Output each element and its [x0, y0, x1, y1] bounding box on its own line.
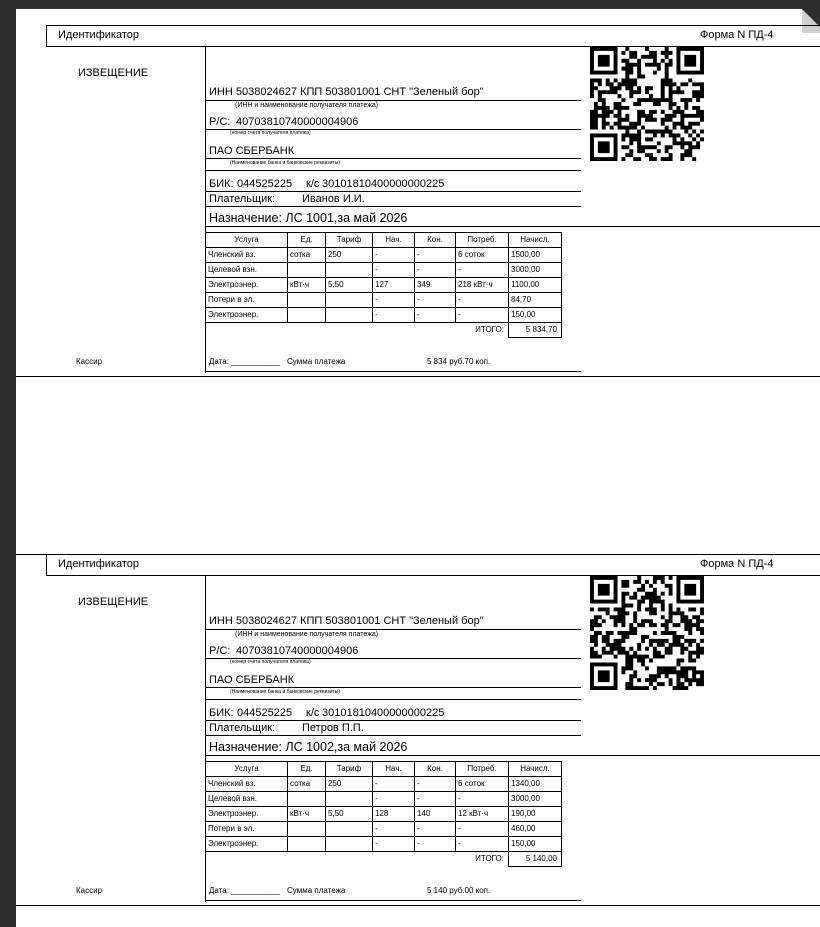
table-cell: -: [415, 263, 456, 278]
table-cell: 140: [415, 807, 456, 822]
table-cell: Целевой взн.: [206, 792, 288, 807]
bank-caption: (Наименование банка и банковские реквизиты): [230, 689, 341, 695]
table-cell: -: [415, 792, 456, 807]
bik-value: 044525225: [237, 707, 293, 719]
recipient-inn: ИНН 5038024627 КПП 503801001 СНТ "Зеленый бор": [209, 86, 484, 98]
qr-modules: [590, 47, 704, 161]
qr-code: [590, 47, 704, 161]
bank-name: ПАО СБЕРБАНК: [209, 145, 295, 157]
column-header: Нач.: [373, 233, 415, 248]
table-row: [206, 792, 562, 807]
services-table: [205, 232, 562, 338]
table-cell: 250: [326, 777, 373, 792]
account-prefix: Р/С:: [209, 645, 231, 657]
services-table: [205, 761, 562, 867]
account-caption: (номер счета получателя платежа): [230, 130, 311, 136]
table-cell: [326, 263, 373, 278]
column-header: Тариф: [326, 762, 373, 777]
bik-prefix: БИК:: [209, 178, 234, 190]
table-row: [206, 807, 562, 822]
column-header: Услуга: [206, 233, 288, 248]
table-cell: 6 соток: [456, 777, 509, 792]
date-label: Дата: ___________: [209, 886, 281, 895]
sum-value: 5 834 руб.70 коп.: [427, 357, 491, 366]
table-cell: Целевой взн.: [206, 263, 288, 278]
bank-name: ПАО СБЕРБАНК: [209, 674, 295, 686]
table-cell: -: [373, 822, 415, 837]
document-page: [16, 9, 820, 927]
table-cell: -: [415, 308, 456, 323]
table-cell: -: [415, 293, 456, 308]
table-cell: 150,00: [509, 308, 562, 323]
column-header: Кон.: [415, 233, 456, 248]
recipient-inn: ИНН 5038024627 КПП 503801001 СНТ "Зеленый бор": [209, 615, 484, 627]
table-cell: [288, 792, 326, 807]
table-header-row: [206, 233, 562, 248]
table-cell: 250: [326, 248, 373, 263]
table-cell: [326, 837, 373, 852]
table-row: [206, 263, 562, 278]
table-cell: Электроэнер.: [206, 837, 288, 852]
table-cell: Членский вз.: [206, 777, 288, 792]
column-header: Тариф: [326, 233, 373, 248]
table-cell: Членский вз.: [206, 248, 288, 263]
table-cell: -: [456, 837, 509, 852]
table-cell: -: [373, 263, 415, 278]
table-cell: 1500,00: [509, 248, 562, 263]
recipient-account: 40703810740000004906: [236, 645, 359, 657]
table-row: [206, 308, 562, 323]
table-cell: -: [456, 792, 509, 807]
table-cell: -: [456, 263, 509, 278]
table-cell: -: [373, 248, 415, 263]
table-cell: Потери в эл.: [206, 822, 288, 837]
inn-caption: (ИНН и наименование получателя платежа): [235, 631, 379, 638]
column-header: Потреб.: [456, 233, 509, 248]
table-cell: -: [373, 792, 415, 807]
table-cell: -: [456, 308, 509, 323]
table-cell: -: [373, 777, 415, 792]
table-cell: [326, 293, 373, 308]
table-cell: -: [373, 293, 415, 308]
table-cell: сотка: [288, 248, 326, 263]
table-cell: 1100,00: [509, 278, 562, 293]
table-cell: 150,00: [509, 837, 562, 852]
sum-label: Сумма платежа: [287, 357, 346, 366]
column-header: Кон.: [415, 762, 456, 777]
table-cell: Потери в эл.: [206, 293, 288, 308]
bik-value: 044525225: [237, 178, 293, 190]
column-header: Нач.: [373, 762, 415, 777]
column-header: Услуга: [206, 762, 288, 777]
total-label: ИТОГО:: [475, 325, 504, 335]
sum-value: 5 140 руб.00 коп.: [427, 886, 491, 895]
table-cell: 12 кВт·ч: [456, 807, 509, 822]
qr-code: [590, 576, 704, 690]
table-cell: [288, 837, 326, 852]
notice-title: ИЗВЕЩЕНИЕ: [78, 596, 149, 608]
total-value: 5 834,70: [509, 323, 562, 338]
table-cell: -: [415, 248, 456, 263]
payment-purpose: Назначение: ЛС 1002,за май 2026: [209, 740, 408, 754]
table-cell: -: [456, 293, 509, 308]
notice-title: ИЗВЕЩЕНИЕ: [78, 67, 149, 79]
table-cell: -: [373, 308, 415, 323]
column-header: Начисл.: [509, 233, 562, 248]
payer-name: Иванов И.И.: [302, 193, 365, 205]
table-cell: 460,00: [509, 822, 562, 837]
recipient-account: 40703810740000004906: [236, 116, 359, 128]
payment-notice-2: [16, 554, 820, 906]
ks-value: 30101810400000000225: [322, 178, 445, 190]
table-cell: 5,50: [326, 278, 373, 293]
table-row: [206, 822, 562, 837]
table-header-row: [206, 762, 562, 777]
qr-modules: [590, 576, 704, 690]
table-row: [206, 777, 562, 792]
table-cell: 349: [415, 278, 456, 293]
table-cell: 190,00: [509, 807, 562, 822]
sum-label: Сумма платежа: [287, 886, 346, 895]
payer-prefix: Плательщик:: [209, 193, 276, 205]
total-row: [206, 323, 562, 338]
table-cell: [326, 308, 373, 323]
table-cell: сотка: [288, 777, 326, 792]
account-prefix: Р/С:: [209, 116, 231, 128]
column-header: Ед.: [288, 233, 326, 248]
table-cell: [326, 822, 373, 837]
table-row: [206, 837, 562, 852]
column-header: Начисл.: [509, 762, 562, 777]
table-cell: 1340,00: [509, 777, 562, 792]
payer-prefix: Плательщик:: [209, 722, 276, 734]
table-cell: кВт·ч: [288, 807, 326, 822]
payment-purpose: Назначение: ЛС 1001,за май 2026: [209, 211, 408, 225]
table-cell: 6 соток: [456, 248, 509, 263]
account-caption: (номер счета получателя платежа): [230, 659, 311, 665]
table-cell: [288, 308, 326, 323]
bank-caption: (Наименование банка и банковские реквизиты): [230, 160, 341, 166]
payment-notice-1: [16, 25, 820, 377]
ks-value: 30101810400000000225: [322, 707, 445, 719]
ks-prefix: к/с: [306, 178, 320, 190]
table-cell: 218 кВт·ч: [456, 278, 509, 293]
form-label: Форма N ПД-4: [700, 558, 774, 570]
table-cell: Электроэнер.: [206, 308, 288, 323]
table-row: [206, 278, 562, 293]
table-cell: -: [456, 822, 509, 837]
table-row: [206, 293, 562, 308]
ks-prefix: к/с: [306, 707, 320, 719]
payer-name: Петров П.П.: [302, 722, 364, 734]
table-cell: [288, 822, 326, 837]
column-header: Потреб.: [456, 762, 509, 777]
cashier-label: Кассир: [76, 357, 103, 366]
table-cell: 5,50: [326, 807, 373, 822]
table-cell: Электроэнер.: [206, 807, 288, 822]
table-cell: кВт·ч: [288, 278, 326, 293]
table-cell: [288, 263, 326, 278]
form-label: Форма N ПД-4: [700, 29, 774, 41]
table-cell: [326, 792, 373, 807]
total-label: ИТОГО:: [475, 854, 504, 864]
total-value: 5 140,00: [509, 852, 562, 867]
table-cell: 84,70: [509, 293, 562, 308]
table-cell: [288, 293, 326, 308]
table-row: [206, 248, 562, 263]
table-cell: 127: [373, 278, 415, 293]
date-label: Дата: ___________: [209, 357, 281, 366]
table-cell: 3000,00: [509, 263, 562, 278]
table-cell: -: [415, 777, 456, 792]
table-cell: 3000,00: [509, 792, 562, 807]
column-header: Ед.: [288, 762, 326, 777]
total-row: [206, 852, 562, 867]
cashier-label: Кассир: [76, 886, 103, 895]
table-cell: 128: [373, 807, 415, 822]
table-cell: -: [373, 837, 415, 852]
identifier-label: Идентификатор: [58, 558, 139, 570]
table-cell: -: [415, 837, 456, 852]
identifier-label: Идентификатор: [58, 29, 139, 41]
table-cell: Электроэнер.: [206, 278, 288, 293]
inn-caption: (ИНН и наименование получателя платежа): [235, 102, 379, 109]
bik-prefix: БИК:: [209, 707, 234, 719]
table-cell: -: [415, 822, 456, 837]
